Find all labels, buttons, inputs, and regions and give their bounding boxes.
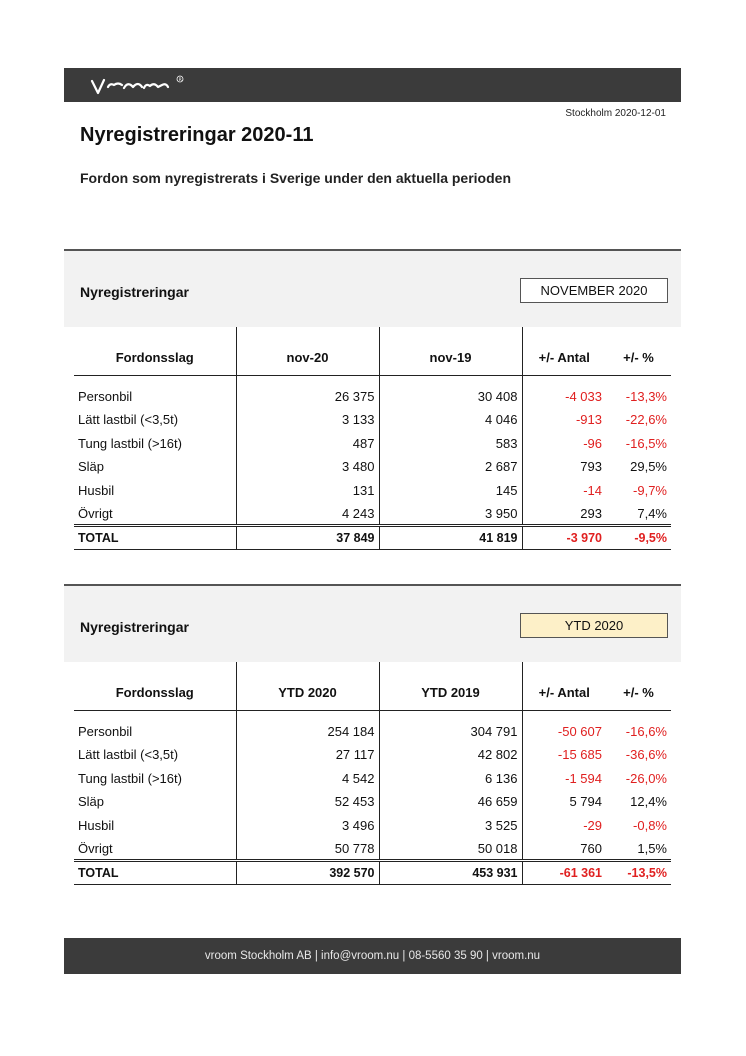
- table-cell: -913: [575, 412, 602, 428]
- table-cell: 26 375: [236, 375, 379, 408]
- table-cell: Husbil: [74, 479, 236, 503]
- ytd-panel-title: Nyregistreringar: [80, 619, 189, 635]
- table-cell: 27 117: [236, 743, 379, 767]
- table-cell: 42 802: [379, 743, 522, 767]
- table-cell: 50 778: [236, 837, 379, 861]
- table-total-row: [74, 861, 671, 885]
- column-header: +/- %: [606, 327, 671, 375]
- column-header: +/- Antal: [522, 327, 606, 375]
- total-cell: 37 849: [236, 526, 379, 550]
- monthly-table: [74, 327, 671, 550]
- table-row: [74, 479, 671, 503]
- table-cell: -13,3%: [625, 389, 667, 405]
- table-cell: -22,6%: [625, 412, 667, 428]
- table-cell: 304 791: [379, 710, 522, 743]
- table-cell: 3 480: [236, 455, 379, 479]
- table-cell: Övrigt: [74, 837, 236, 861]
- table-cell: 3 133: [236, 408, 379, 432]
- table-row: [74, 455, 671, 479]
- total-cell: 392 570: [236, 861, 379, 885]
- table-cell: 3 525: [379, 814, 522, 838]
- table-row: [74, 502, 671, 526]
- total-cell: -9,5%: [606, 526, 671, 550]
- table-cell: 2 687: [379, 455, 522, 479]
- table-header-row: [74, 327, 671, 375]
- table-cell: 760: [580, 840, 602, 856]
- table-cell: Lätt lastbil (<3,5t): [74, 408, 236, 432]
- table-cell: Övrigt: [74, 502, 236, 526]
- ytd-panel-header: [64, 584, 681, 662]
- table-cell: 254 184: [236, 710, 379, 743]
- table-row: [74, 408, 671, 432]
- table-cell: 3 950: [379, 502, 522, 526]
- table-cell: -29: [583, 817, 602, 833]
- table-cell: 145: [379, 479, 522, 503]
- total-cell: -13,5%: [606, 861, 671, 885]
- page-subtitle: Fordon som nyregistrerats i Sverige under den aktuella perioden: [80, 170, 511, 186]
- total-cell: TOTAL: [74, 861, 236, 885]
- table-cell: 487: [236, 432, 379, 456]
- total-cell: TOTAL: [74, 526, 236, 550]
- table-cell: -14: [583, 482, 602, 498]
- table-cell: Personbil: [74, 375, 236, 408]
- footer-bar: vroom Stockholm AB | info@vroom.nu | 08-5560 35 90 | vroom.nu: [64, 938, 681, 974]
- table-cell: -16,6%: [625, 724, 667, 740]
- table-cell: 6 136: [379, 767, 522, 791]
- table-cell: 4 542: [236, 767, 379, 791]
- total-cell: -61 361: [522, 861, 606, 885]
- table-row: [74, 743, 671, 767]
- table-cell: Tung lastbil (>16t): [74, 767, 236, 791]
- table-row: [74, 790, 671, 814]
- table-cell: 1,5%: [637, 840, 667, 856]
- column-header: +/- %: [606, 662, 671, 710]
- table-cell: Personbil: [74, 710, 236, 743]
- monthly-panel-title: Nyregistreringar: [80, 284, 189, 300]
- table-cell: 293: [580, 505, 602, 521]
- table-cell: -50 607: [557, 724, 602, 740]
- table-cell: -0,8%: [633, 817, 667, 833]
- table-cell: 50 018: [379, 837, 522, 861]
- table-row: [74, 814, 671, 838]
- report-date: Stockholm 2020-12-01: [565, 108, 666, 119]
- table-cell: 4 046: [379, 408, 522, 432]
- table-cell: 30 408: [379, 375, 522, 408]
- total-cell: 453 931: [379, 861, 522, 885]
- total-cell: 41 819: [379, 526, 522, 550]
- table-total-row: [74, 526, 671, 550]
- monthly-period-badge: NOVEMBER 2020: [520, 278, 668, 303]
- column-header: +/- Antal: [522, 662, 606, 710]
- ytd-table: [74, 662, 671, 885]
- page-title: Nyregistreringar 2020-11: [80, 124, 314, 146]
- monthly-panel-header: [64, 249, 681, 327]
- table-cell: -1 594: [565, 770, 602, 786]
- table-cell: -15 685: [557, 747, 602, 763]
- table-cell: Släp: [74, 455, 236, 479]
- table-row: [74, 837, 671, 861]
- vroom-logo: [88, 73, 198, 99]
- svg-text:R: R: [178, 77, 182, 83]
- table-cell: -36,6%: [625, 747, 667, 763]
- column-header: nov-19: [379, 327, 522, 375]
- column-header: Fordonsslag: [74, 327, 236, 375]
- table-cell: 583: [379, 432, 522, 456]
- table-cell: 793: [580, 459, 602, 475]
- table-cell: 5 794: [569, 794, 602, 810]
- table-row: [74, 375, 671, 408]
- table-cell: Lätt lastbil (<3,5t): [74, 743, 236, 767]
- table-cell: -4 033: [565, 389, 602, 405]
- table-cell: -16,5%: [625, 435, 667, 451]
- column-header: Fordonsslag: [74, 662, 236, 710]
- table-cell: 3 496: [236, 814, 379, 838]
- column-header: YTD 2019: [379, 662, 522, 710]
- table-row: [74, 710, 671, 743]
- table-cell: -26,0%: [625, 770, 667, 786]
- table-row: [74, 432, 671, 456]
- table-cell: 29,5%: [630, 459, 667, 475]
- table-cell: 46 659: [379, 790, 522, 814]
- table-cell: 4 243: [236, 502, 379, 526]
- column-header: nov-20: [236, 327, 379, 375]
- table-cell: Släp: [74, 790, 236, 814]
- table-cell: 52 453: [236, 790, 379, 814]
- table-cell: Husbil: [74, 814, 236, 838]
- table-row: [74, 767, 671, 791]
- total-cell: -3 970: [522, 526, 606, 550]
- ytd-period-badge: YTD 2020: [520, 613, 668, 638]
- table-cell: 12,4%: [630, 794, 667, 810]
- table-cell: -96: [583, 435, 602, 451]
- table-header-row: [74, 662, 671, 710]
- table-cell: 7,4%: [637, 505, 667, 521]
- table-cell: Tung lastbil (>16t): [74, 432, 236, 456]
- table-cell: 131: [236, 479, 379, 503]
- column-header: YTD 2020: [236, 662, 379, 710]
- table-cell: -9,7%: [633, 482, 667, 498]
